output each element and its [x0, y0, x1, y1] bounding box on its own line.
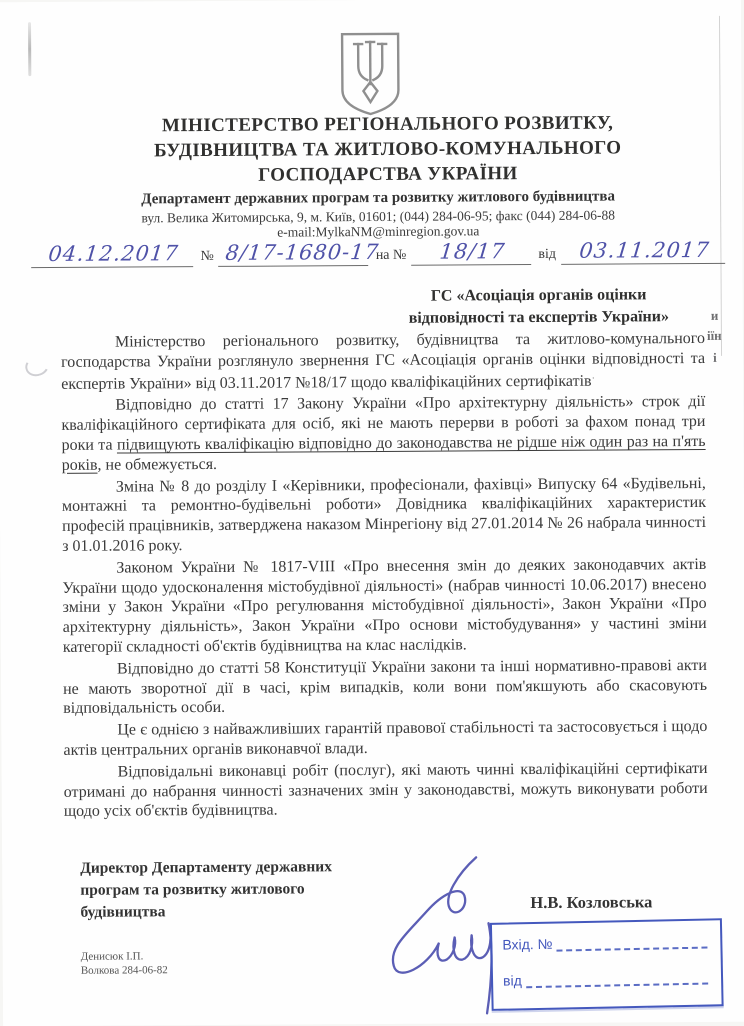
paragraph-2-after: , не обмежується. — [97, 455, 218, 474]
scan-edge-line — [719, 16, 722, 356]
stamp-entry-blank-line — [556, 933, 707, 952]
paragraph-5: Відповідно до статті 58 Конституції України закони та інші нормативно-правові акти не мають зворотної дії в часі, крім випадків, коли вони пом'якшують або скасовують відповідальність особи. — [63, 656, 708, 718]
ministry-title-line1: МІНІСТЕРСТВО РЕГІОНАЛЬНОГО РОЗВИТКУ, — [161, 112, 614, 137]
reply-to-number-label: на № — [375, 247, 407, 263]
email-address: e-mail:MylkaNM@minregion.gov.ua — [277, 223, 480, 240]
outgoing-number-handwritten: 8/17-1680-17 — [218, 240, 371, 267]
margin-fragment-2: іїн — [706, 327, 722, 343]
signer-name: Н.В. Козловська — [530, 892, 653, 913]
stamp-date-label: від — [502, 972, 522, 989]
staple-mark — [28, 22, 31, 76]
from-date-label: від — [538, 246, 557, 262]
margin-fragment-3: і — [713, 349, 717, 365]
paragraph-2-underlined: підвищують кваліфікацію відповідно до законодавства не рідше ніж один раз на п'ять років — [61, 432, 706, 474]
postal-address: вул. Велика Житомирська, 9, м. Київ, 01601; (044) 284-06-95; факс (044) 284-06-88 — [141, 207, 615, 226]
stamp-entry-label: Вхід. № — [502, 935, 553, 953]
ministry-title — [58, 110, 718, 189]
ministry-title-line3: ГОСПОДАРСТВА УКРАЇНИ — [258, 163, 518, 186]
outgoing-date-handwritten: 04.12.2017 — [31, 241, 196, 268]
signer-position — [80, 856, 390, 924]
paragraph-7: Відповідальні виконавці робіт (послуг), які мають чинні кваліфікаційні сертифікати отримані до набрання чинності зазначених змін у законодавстві, можуть виконувати роботи щодо усіх об'єктів будівництва. — [63, 759, 708, 821]
department-name: Департамент державних програм та розвитку житлового будівництва — [141, 188, 616, 208]
incoming-number-handwritten: 18/17 — [411, 239, 534, 266]
executor-contacts — [81, 948, 301, 977]
scan-crescent-artifact — [23, 353, 52, 380]
number-label: № — [200, 248, 214, 265]
paragraph-1 — [61, 329, 705, 394]
paragraph-4: Законом України № 1817-VIII «Про внесення змін до деяких законодавчих актів України щодо удосконалення містобудівної діяльності» (набрав чинності 10.06.2017) внесено зміни у Закон України «Про регулювання містобудівної діяльності», Закон України «Про архітектурну діяльність», Закон України «Про основи містобудування» у частині зміни категорії складності об'єктів будівництва на клас наслідків. — [62, 555, 707, 656]
stamp-entry-row — [502, 933, 707, 953]
stamp-date-row — [503, 969, 708, 989]
ukraine-trident-emblem-icon — [338, 30, 403, 118]
ministry-title-line2: БУДІВНИЦТВА ТА ЖИТЛОВО-КОМУНАЛЬНОГО — [154, 137, 622, 162]
executor-line2: Волкова 284-06-82 — [80, 964, 168, 977]
paragraph-2-before: Відповідно до статті 17 Закону України «Про архітектурну діяльність» строк дії кваліфікаційного сертифіката для осіб, які не мають перерви в роботі за фахом понад три роки та — [61, 393, 706, 454]
signer-position-line1: Директор Департаменту державних — [80, 858, 332, 877]
margin-fragment-1: и — [710, 307, 719, 323]
incoming-date-handwritten: 03.11.2017 — [561, 238, 728, 265]
recipient-line1: ГС «Асоціація органів оцінки — [430, 286, 647, 305]
reference-line — [32, 234, 711, 268]
paragraph-1-scan-mark: · — [591, 372, 596, 385]
paragraph-3: Зміна № 8 до розділу І «Керівники, професіонали, фахівці» Випуску 64 «Будівельні, монтажні та ремонтно-будівельні роботи» Довідника кваліфікаційних характеристик професій працівників, затверджена наказом Мінрегіону від 27.01.2014 № 26 набрала чинності з 01.01.2016 року. — [61, 474, 707, 555]
signer-position-line2: програм та розвитку житлового — [80, 880, 305, 899]
paragraph-6: Це є однією з найважливіших гарантій правової стабільності та застосовується і щодо актів центральних органів виконавчої влади. — [63, 718, 708, 759]
incoming-registration-stamp — [490, 918, 724, 1011]
recipient-block — [371, 284, 707, 330]
stamp-date-blank-line — [526, 969, 709, 989]
executor-line1: Денисюк І.П. — [80, 950, 144, 963]
letter-body — [61, 329, 708, 824]
signer-position-line3: будівництва — [80, 903, 166, 921]
paragraph-2 — [61, 392, 705, 475]
recipient-line2: відповідності та експертів України» — [408, 308, 669, 327]
paragraph-1-text: Міністерство регіонального розвитку, будівництва та житлово-комунального господарства України розглянуло звернення ГС «Асоціація органів оцінки відповідності та експертів України» від 03.11.2017 №18/17 щодо кваліфікаційних сертифікатів — [61, 329, 706, 393]
